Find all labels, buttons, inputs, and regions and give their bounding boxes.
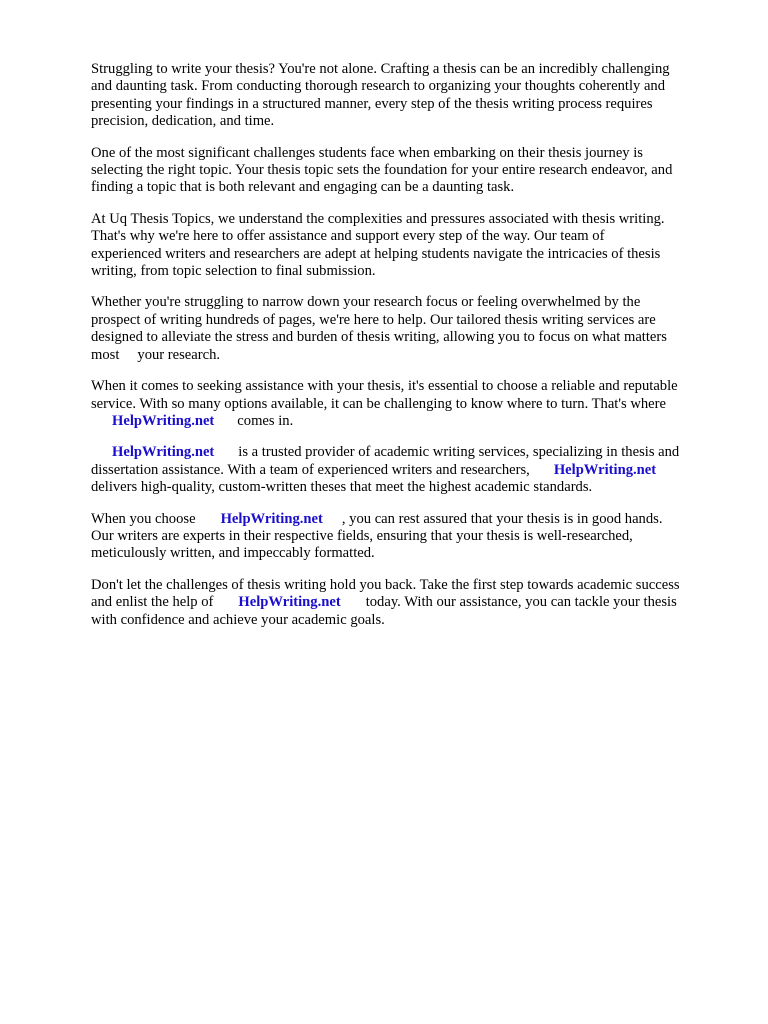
- text-line: service. With so many options available, it can be challenging to know where to turn. That's where: [91, 395, 666, 412]
- text-line: Whether you're struggling to narrow down your research focus or feeling overwhelmed by the: [91, 294, 641, 311]
- text-line: [91, 413, 731, 430]
- paragraph-choose-us: [91, 511, 731, 563]
- text-line: That's why we're here to offer assistance and support every step of the way. Our team of: [91, 228, 605, 245]
- text-line: Our writers are experts in their respective fields, ensuring that your thesis is well-researched,: [91, 527, 633, 544]
- text-line: designed to alleviate the stress and burden of thesis writing, allowing you to focus on what matters: [91, 329, 667, 346]
- text-line: writing, from topic selection to final submission.: [91, 263, 376, 280]
- paragraph-about: [91, 211, 731, 281]
- helpwriting-link[interactable]: HelpWriting.net: [112, 412, 215, 429]
- text-fragment: and enlist the help of: [91, 594, 214, 611]
- helpwriting-link[interactable]: HelpWriting.net: [220, 510, 323, 527]
- paragraph-intro: [91, 61, 731, 131]
- text-line: [91, 594, 731, 611]
- text-fragment: dissertation assistance. With a team of experienced writers and researchers,: [91, 461, 530, 478]
- text-line: precision, dedication, and time.: [91, 113, 275, 130]
- text-line: [91, 462, 731, 479]
- text-fragment: is a trusted provider of academic writing services, specializing in thesis and: [238, 444, 680, 461]
- document-body: [91, 61, 731, 643]
- text-line: experienced writers and researchers are adept at helping students navigate the intricacies of thesis: [91, 245, 661, 262]
- text-fragment: today. With our assistance, you can tackle your thesis: [365, 594, 677, 611]
- text-line: finding a topic that is both relevant and engaging can be a daunting task.: [91, 179, 515, 196]
- text-line: [91, 444, 731, 461]
- text-fragment: comes in.: [237, 412, 294, 429]
- text-fragment: , you can rest assured that your thesis is in good hands.: [341, 510, 663, 527]
- helpwriting-link[interactable]: HelpWriting.net: [553, 461, 657, 478]
- text-line: [91, 347, 731, 364]
- text-line: Struggling to write your thesis? You're not alone. Crafting a thesis can be an incredibly challenging: [91, 61, 670, 77]
- paragraph-closing: [91, 577, 731, 629]
- text-line: selecting the right topic. Your thesis topic sets the foundation for your entire research endeavor, and: [91, 162, 673, 179]
- text-line: and daunting task. From conducting thorough research to organizing your thoughts coherently and: [91, 78, 666, 95]
- paragraph-topic-challenge: [91, 145, 731, 197]
- text-line: One of the most significant challenges students face when embarking on their thesis journey is: [91, 144, 643, 161]
- text-line: meticulously written, and impeccably formatted.: [91, 545, 375, 562]
- paragraph-provider: [91, 444, 731, 496]
- text-line: prospect of writing hundreds of pages, we're here to help. Our tailored thesis writing services are: [91, 311, 656, 328]
- text-fragment: most: [91, 346, 120, 363]
- paragraph-services: [91, 294, 731, 364]
- text-line: At Uq Thesis Topics, we understand the complexities and pressures associated with thesis writing.: [91, 210, 665, 227]
- text-line: [91, 511, 731, 528]
- text-line: delivers high-quality, custom-written theses that meet the highest academic standards.: [91, 479, 593, 496]
- helpwriting-link[interactable]: HelpWriting.net: [112, 444, 215, 461]
- text-line: presenting your findings in a structured manner, every step of the thesis writing process requires: [91, 95, 653, 112]
- text-fragment: your research.: [137, 346, 221, 363]
- text-line: with confidence and achieve your academic goals.: [91, 611, 385, 628]
- text-fragment: When you choose: [91, 510, 196, 527]
- paragraph-choose-service: [91, 378, 731, 430]
- text-line: Don't let the challenges of thesis writing hold you back. Take the first step towards academic success: [91, 576, 680, 593]
- helpwriting-link[interactable]: HelpWriting.net: [238, 594, 341, 611]
- text-line: When it comes to seeking assistance with your thesis, it's essential to choose a reliable and reputable: [91, 378, 678, 395]
